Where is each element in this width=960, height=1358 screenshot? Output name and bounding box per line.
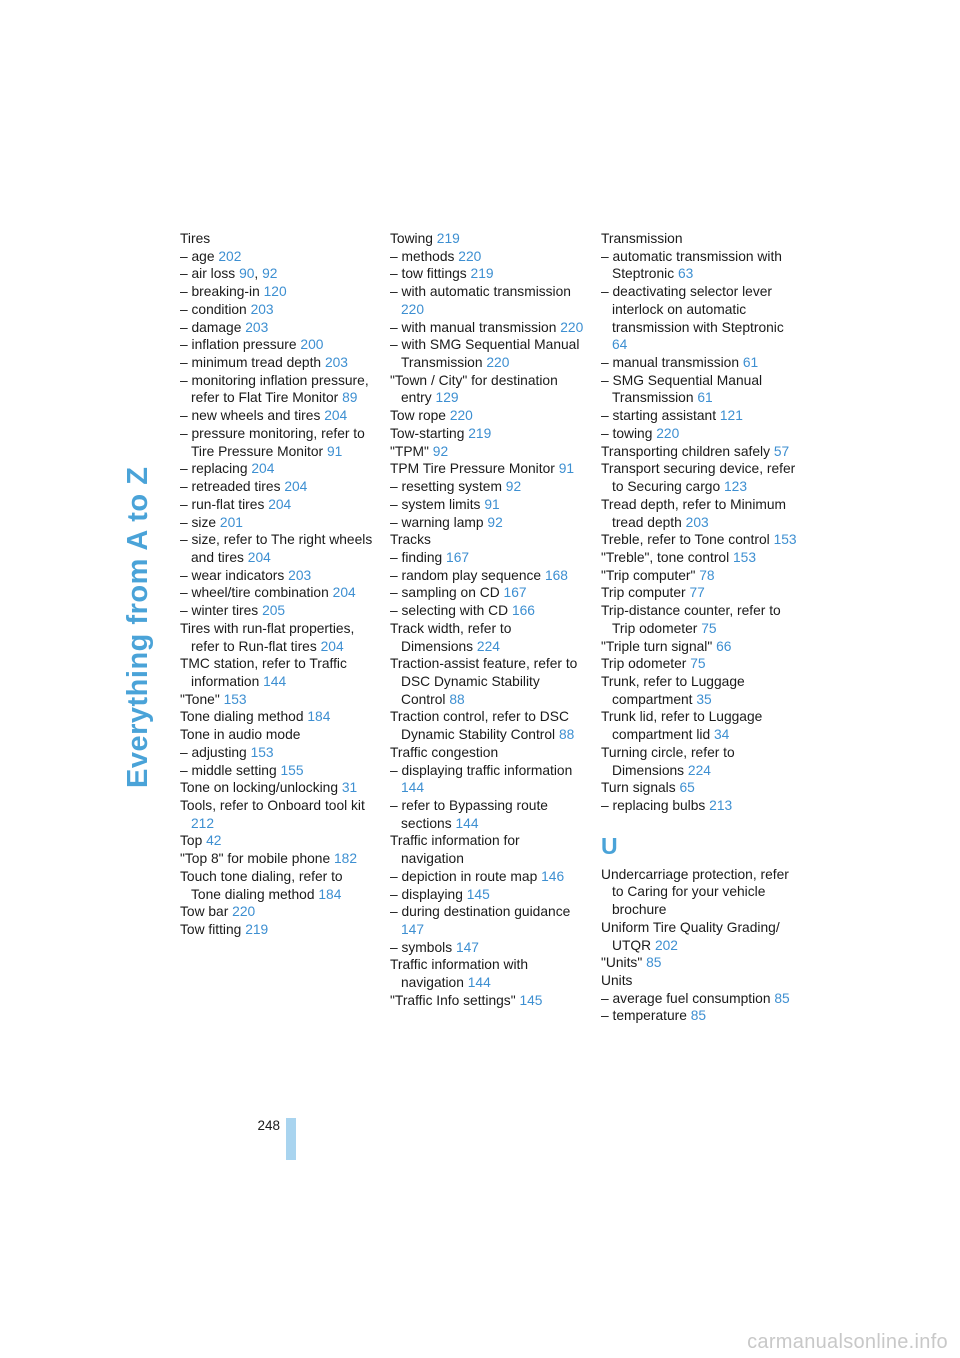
page-reference-link[interactable]: 129 <box>435 390 459 406</box>
index-entry-text: Transmission <box>601 231 683 246</box>
page-reference-link[interactable]: 42 <box>206 833 222 849</box>
index-entry <box>390 762 586 797</box>
page-reference-link[interactable]: 153 <box>223 691 247 707</box>
page-reference-link[interactable]: 184 <box>318 886 342 902</box>
page-reference-link[interactable]: 63 <box>677 266 694 282</box>
index-entry-text: Traffic congestion <box>390 744 499 760</box>
page-reference-link[interactable]: 220 <box>232 904 256 920</box>
page-reference-link[interactable]: 182 <box>334 851 358 867</box>
index-entry-text: – retreaded tires <box>180 479 281 495</box>
page-reference-link[interactable]: 203 <box>245 319 269 335</box>
index-entry <box>601 954 797 972</box>
index-entry-text: – temperature <box>601 1008 687 1024</box>
index-entry <box>601 1007 797 1025</box>
page-reference-link[interactable]: 145 <box>519 992 543 1008</box>
page-reference-link[interactable]: 75 <box>690 656 706 672</box>
index-entry-text: – replacing bulbs <box>601 798 706 813</box>
index-entry-text: – air loss <box>180 266 236 282</box>
index-entry-text: – pressure monitoring, refer to Tire Pressure Monitor <box>180 425 365 459</box>
index-entry <box>180 567 376 585</box>
page-reference-link[interactable]: 204 <box>268 496 292 512</box>
index-letter-heading: U <box>601 832 618 859</box>
index-entry <box>390 886 586 904</box>
index-entry-text: – depiction in route map <box>390 868 538 884</box>
page-reference-link[interactable]: 61 <box>697 390 713 406</box>
index-entry-text: – warning lamp <box>390 514 484 530</box>
index-entry <box>601 443 797 461</box>
index-entry-text: – starting assistant <box>601 408 717 424</box>
page-reference-link[interactable]: 204 <box>251 461 275 477</box>
index-entry <box>180 283 376 301</box>
page-reference-link[interactable]: 201 <box>219 514 243 530</box>
index-entry-text: Traffic information for navigation <box>390 833 520 867</box>
index-entry-text: – middle setting <box>180 762 277 778</box>
page-reference-link[interactable]: 200 <box>300 337 324 353</box>
index-entry <box>601 744 797 779</box>
index-entry-text: – winter tires <box>180 603 259 619</box>
index-entry <box>180 425 376 460</box>
index-entry-text: Trunk, refer to Luggage compartment <box>601 673 745 707</box>
index-entry <box>601 638 797 656</box>
index-entry-text: – wheel/tire combination <box>180 585 329 601</box>
index-entry-text: – with automatic transmission <box>390 284 571 300</box>
index-entry-text: – symbols <box>390 939 453 955</box>
index-entry-text: Treble, refer to Tone control <box>601 532 770 548</box>
index-entry-text: Towing <box>390 231 433 246</box>
index-entry <box>601 866 797 919</box>
index-entry <box>601 460 797 495</box>
index-entry-text: "Units" <box>601 955 643 971</box>
page-reference-link[interactable]: 167 <box>503 585 527 601</box>
index-entry <box>601 708 797 743</box>
index-entry <box>390 283 586 318</box>
page-reference-link[interactable]: 219 <box>468 425 492 441</box>
index-entry <box>390 602 586 620</box>
index-entry <box>390 584 586 602</box>
index-entry <box>180 460 376 478</box>
index-entry <box>180 832 376 850</box>
index-entry-text: – random play sequence <box>390 567 542 583</box>
index-entry-text: Tires <box>180 231 211 246</box>
page-reference-link[interactable]: 219 <box>436 231 460 246</box>
index-entry-text: Trip odometer <box>601 656 687 672</box>
page-reference-link[interactable]: 91 <box>484 496 500 512</box>
index-entry-text: Traction-assist feature, refer to DSC Dynamic Stability Control <box>390 656 578 707</box>
index-entry <box>390 655 586 708</box>
page-reference-link[interactable]: 219 <box>470 266 494 282</box>
page-reference-link[interactable]: 91 <box>326 443 343 459</box>
index-entry <box>601 496 797 531</box>
index-entry-text: – automatic transmission with Steptronic <box>601 248 782 282</box>
index-entry-text: "Top 8" for mobile phone <box>180 851 331 867</box>
index-entry-text: – sampling on CD <box>390 585 500 601</box>
index-entry-text: "Triple turn signal" <box>601 638 713 654</box>
index-entry <box>601 584 797 602</box>
index-entry-text: Traffic information with navigation <box>390 957 529 991</box>
index-entry-text: – monitoring inflation pressure, refer to Flat Tire Monitor <box>180 372 369 406</box>
index-entry <box>180 708 376 726</box>
index-entry-text: Undercarriage protection, refer to Caring for your vehicle brochure <box>601 866 789 918</box>
page-reference-link[interactable]: 34 <box>714 727 730 743</box>
page-reference-link[interactable]: 78 <box>699 567 715 583</box>
index-entry-text: – replacing <box>180 461 248 477</box>
index-entry-text: Turning circle, refer to Dimensions <box>601 744 735 778</box>
index-entry <box>601 248 797 283</box>
index-entry-text: – with manual transmission <box>390 319 557 335</box>
index-entry <box>390 514 586 532</box>
page-reference-link[interactable]: 203 <box>250 301 274 317</box>
index-entry <box>390 903 586 938</box>
index-entry <box>180 602 376 620</box>
index-entry <box>601 797 797 815</box>
index-entry <box>180 779 376 797</box>
page-reference-link[interactable]: 144 <box>401 780 425 796</box>
index-entry: – air loss 90, 92 <box>180 266 278 282</box>
index-entry-text: – displaying traffic information <box>390 762 573 778</box>
page-reference-link[interactable]: 120 <box>263 284 287 300</box>
index-entry-text: Tow bar <box>180 904 229 920</box>
index-entry <box>601 354 797 372</box>
index-entry-text: – tow fittings <box>390 266 467 282</box>
page-reference-link[interactable]: 212 <box>191 815 215 831</box>
index-entry-text: – size <box>180 514 217 530</box>
index-entry <box>180 726 376 744</box>
index-entry <box>180 744 376 762</box>
page-reference-link[interactable]: 85 <box>646 955 662 971</box>
index-entry <box>180 620 376 655</box>
page-reference-link[interactable]: 35 <box>696 691 712 707</box>
index-entry-text: Touch tone dialing, refer to Tone dialing method <box>180 868 343 902</box>
page-reference-link[interactable]: 204 <box>247 549 271 565</box>
index-entry <box>180 762 376 780</box>
page-reference-link[interactable]: 220 <box>486 355 510 371</box>
page-reference-link[interactable]: 144 <box>455 815 479 831</box>
page-reference-link[interactable]: 203 <box>324 355 348 371</box>
index-entry <box>180 584 376 602</box>
index-entry <box>180 301 376 319</box>
index-entry <box>390 620 586 655</box>
page-reference-link[interactable]: 144 <box>263 673 287 689</box>
page-reference-link[interactable]: 85 <box>774 990 790 1006</box>
index-entry <box>390 549 586 567</box>
index-column-3 <box>601 230 797 1025</box>
index-entry <box>180 868 376 903</box>
page-reference-link[interactable]: 123 <box>723 479 748 495</box>
index-entry-text: – adjusting <box>180 744 247 760</box>
page-reference-link[interactable]: 155 <box>280 762 304 778</box>
index-entry <box>390 372 586 407</box>
page-reference-link[interactable]: 204 <box>284 479 308 495</box>
index-entry <box>390 425 586 443</box>
page-reference-link[interactable]: 220 <box>401 301 425 317</box>
index-entry-text: – system limits <box>390 496 481 512</box>
index-entry-text: – manual transmission <box>601 355 740 371</box>
page-reference-link[interactable]: 66 <box>716 638 732 654</box>
index-entry <box>180 921 376 939</box>
section-title-text: Everything from A to Z <box>122 466 154 788</box>
index-entry-text: Tow-starting <box>390 425 465 441</box>
index-entry-text: – with SMG Sequential Manual Transmission <box>390 337 580 371</box>
index-entry-text: Tow rope <box>390 408 446 424</box>
index-entry-text: – displaying <box>390 886 463 902</box>
page-reference-link[interactable]: 153 <box>250 744 274 760</box>
page-reference-link[interactable]: 92 <box>487 514 503 530</box>
index-entry-text: Tone in audio mode <box>180 727 301 743</box>
index-entry <box>390 319 586 337</box>
index-entry <box>180 496 376 514</box>
page-reference-link[interactable]: 90 <box>239 266 255 282</box>
section-title <box>118 230 158 790</box>
index-entry <box>390 939 586 957</box>
page-reference-link[interactable]: 92 <box>432 443 449 459</box>
index-entry <box>390 956 586 991</box>
index-entry <box>601 919 797 954</box>
index-entry-text: – breaking-in <box>180 284 260 300</box>
index-entry <box>390 797 586 832</box>
index-entry <box>180 354 376 372</box>
index-entry-text: Tow fitting <box>180 922 242 938</box>
index-entry-text: – condition <box>180 301 247 317</box>
index-entry-text: "Town / City" for destination entry <box>390 372 558 406</box>
index-entry <box>390 708 586 743</box>
index-entry-text: – minimum tread depth <box>180 355 322 371</box>
page-reference-link[interactable]: 88 <box>558 727 575 743</box>
index-entry-text: – methods <box>390 248 455 264</box>
index-entry <box>390 992 586 1010</box>
page-reference-link[interactable]: 121 <box>719 408 743 424</box>
index-entry <box>601 407 797 425</box>
index-entry <box>180 336 376 354</box>
page-reference-link[interactable]: 85 <box>690 1008 707 1024</box>
index-entry-text: – towing <box>601 425 653 441</box>
index-entry-text: – average fuel consumption <box>601 990 771 1006</box>
index-entry-text: Uniform Tire Quality Grading/ UTQR <box>601 919 780 953</box>
page-reference-link[interactable]: 167 <box>446 549 470 565</box>
page-reference-link[interactable]: 61 <box>742 355 759 371</box>
index-entry-text: – finding <box>390 549 443 565</box>
index-column-1 <box>180 230 376 939</box>
index-entry <box>180 655 376 690</box>
index-entry-text: Transporting children safely <box>601 443 770 459</box>
index-entry <box>601 673 797 708</box>
index-entry <box>390 832 586 867</box>
index-column-2 <box>390 230 586 1010</box>
page-reference-link[interactable]: 204 <box>320 638 344 654</box>
page-reference-link[interactable]: 77 <box>689 585 705 601</box>
page-reference-link[interactable]: 31 <box>341 780 358 796</box>
index-entry <box>180 230 376 248</box>
page-reference-link[interactable]: 57 <box>773 443 790 459</box>
page-reference-link[interactable]: 147 <box>455 939 479 955</box>
page-number: 248 <box>257 1118 280 1133</box>
index-entry-text: – damage <box>180 319 242 335</box>
index-entry <box>180 372 376 407</box>
index-entry <box>601 372 797 407</box>
page-reference-link[interactable]: 168 <box>544 567 568 583</box>
page-reference-link[interactable]: 145 <box>466 886 490 902</box>
index-entry-text: – inflation pressure <box>180 337 297 353</box>
index-entry <box>180 691 376 709</box>
page-reference-link[interactable]: 224 <box>687 762 711 778</box>
index-entry <box>601 230 797 248</box>
index-entry-text: "Trip computer" <box>601 567 696 583</box>
index-entry <box>601 602 797 637</box>
index-entry-text: – resetting system <box>390 479 502 495</box>
index-entry-text: "TPM" <box>390 443 429 459</box>
page-reference-link[interactable]: 204 <box>324 408 348 424</box>
index-entry-text: Trip computer <box>601 585 686 601</box>
index-entry <box>390 744 586 762</box>
index-entry-text: Top <box>180 833 203 849</box>
page-reference-link[interactable]: 146 <box>541 868 565 884</box>
page-reference-link[interactable]: 184 <box>307 709 331 725</box>
index-entry <box>180 531 376 566</box>
page-reference-link[interactable]: 65 <box>679 780 695 796</box>
index-entry-text: – size, refer to The right wheels and tires <box>180 532 373 565</box>
index-entry <box>601 990 797 1008</box>
index-entry-text: Tires with run-flat properties, refer to Run-flat tires <box>180 620 355 654</box>
index-entry <box>390 336 586 371</box>
page-reference-link[interactable]: 204 <box>332 585 356 601</box>
page-reference-link[interactable]: 92 <box>262 266 278 282</box>
page-reference-link[interactable]: 213 <box>709 798 733 813</box>
page-reference-link[interactable]: 220 <box>458 248 482 264</box>
index-entry-text: Tracks <box>390 532 431 548</box>
index-entry <box>601 425 797 443</box>
index-entry-text: – wear indicators <box>180 567 285 583</box>
index-entry <box>390 248 586 266</box>
page-reference-link[interactable]: 220 <box>560 319 584 335</box>
page-reference-link[interactable]: 203 <box>685 514 709 530</box>
index-entry <box>180 850 376 868</box>
page-reference-link[interactable]: 202 <box>654 937 678 953</box>
index-entry-text: "Tone" <box>180 691 220 707</box>
index-entry-text: – age <box>180 248 215 264</box>
index-entry <box>601 779 797 797</box>
index-entry-text: – run-flat tires <box>180 496 265 512</box>
page-reference-link[interactable]: 91 <box>558 461 575 477</box>
index-entry-text: – selecting with CD <box>390 603 509 619</box>
index-entry-text: "Treble", tone control <box>601 549 730 565</box>
index-entry <box>601 283 797 354</box>
page-reference-link[interactable]: 144 <box>467 975 491 991</box>
index-entry-text: Tone dialing method <box>180 709 304 725</box>
index-entry <box>390 443 586 461</box>
page-reference-link[interactable]: 64 <box>612 337 628 353</box>
index-entry-text: TPM Tire Pressure Monitor <box>390 461 555 477</box>
index-entry-text: TMC station, refer to Traffic information <box>180 656 347 689</box>
page-reference-link[interactable]: 153 <box>733 549 757 565</box>
index-entry-text: "Traffic Info settings" <box>390 992 516 1008</box>
index-entry <box>180 797 376 832</box>
index-entry-text: Trunk lid, refer to Luggage compartment lid <box>601 709 763 743</box>
index-entry <box>390 407 586 425</box>
index-entry <box>390 567 586 585</box>
page-reference-link[interactable]: 203 <box>288 567 312 583</box>
watermark: carmanualsonline.info <box>747 1331 948 1353</box>
index-entry-text: Turn signals <box>601 780 676 796</box>
index-entry <box>180 407 376 425</box>
index-entry-text: Trip-distance counter, refer to Trip odometer <box>601 603 781 636</box>
index-entry <box>390 496 586 514</box>
index-entry-text: – SMG Sequential Manual Transmission <box>601 372 763 406</box>
index-entry <box>180 248 376 266</box>
index-entry-text: Units <box>601 973 633 989</box>
index-entry-text: Traction control, refer to DSC Dynamic Stability Control <box>390 709 569 743</box>
page-reference-link[interactable]: 147 <box>401 922 425 938</box>
index-entry-text: Tools, refer to Onboard tool kit <box>180 798 365 813</box>
index-entry <box>180 478 376 496</box>
index-entry <box>180 319 376 337</box>
page-reference-link[interactable]: 219 <box>245 922 269 938</box>
index-entry <box>390 265 586 283</box>
index-entry-text: Tread depth, refer to Minimum tread depth <box>601 496 787 530</box>
page-reference-link[interactable]: 205 <box>262 603 286 619</box>
index-entry <box>390 230 586 248</box>
page-reference-link[interactable]: 88 <box>449 691 465 707</box>
index-entry-text: Tone on locking/unlocking <box>180 780 339 796</box>
page-reference-link[interactable]: 153 <box>773 532 797 548</box>
index-entry-text: Transport securing device, refer to Securing cargo <box>601 461 796 495</box>
index-entry <box>390 460 586 478</box>
index-entry-text: – refer to Bypassing route sections <box>390 798 548 831</box>
index-entry <box>601 567 797 585</box>
index-entry <box>180 514 376 532</box>
page-number-bar <box>286 1118 296 1160</box>
page-reference-link[interactable]: 220 <box>656 425 680 441</box>
index-entry <box>180 903 376 921</box>
index-entry <box>390 868 586 886</box>
index-entry-text: Track width, refer to Dimensions <box>390 620 512 654</box>
page-reference-link[interactable]: 92 <box>505 479 522 495</box>
index-entry <box>601 531 797 549</box>
page-reference-link[interactable]: 202 <box>218 248 242 264</box>
index-entry-text: – deactivating selector lever interlock on automatic transmission with Steptronic <box>601 284 784 335</box>
index-entry <box>390 531 586 549</box>
index-entry-text: – during destination guidance <box>390 904 571 920</box>
index-entry <box>601 655 797 673</box>
page-reference-link[interactable]: 166 <box>511 603 535 619</box>
page-reference-link[interactable]: 224 <box>476 638 500 654</box>
index-entry <box>601 972 797 990</box>
index-entry <box>390 478 586 496</box>
page-reference-link[interactable]: 75 <box>701 620 717 636</box>
index-entry-text: – new wheels and tires <box>180 408 321 424</box>
index-entry <box>601 549 797 567</box>
page-reference-link[interactable]: 220 <box>449 408 473 424</box>
page-reference-link[interactable]: 89 <box>342 390 358 406</box>
